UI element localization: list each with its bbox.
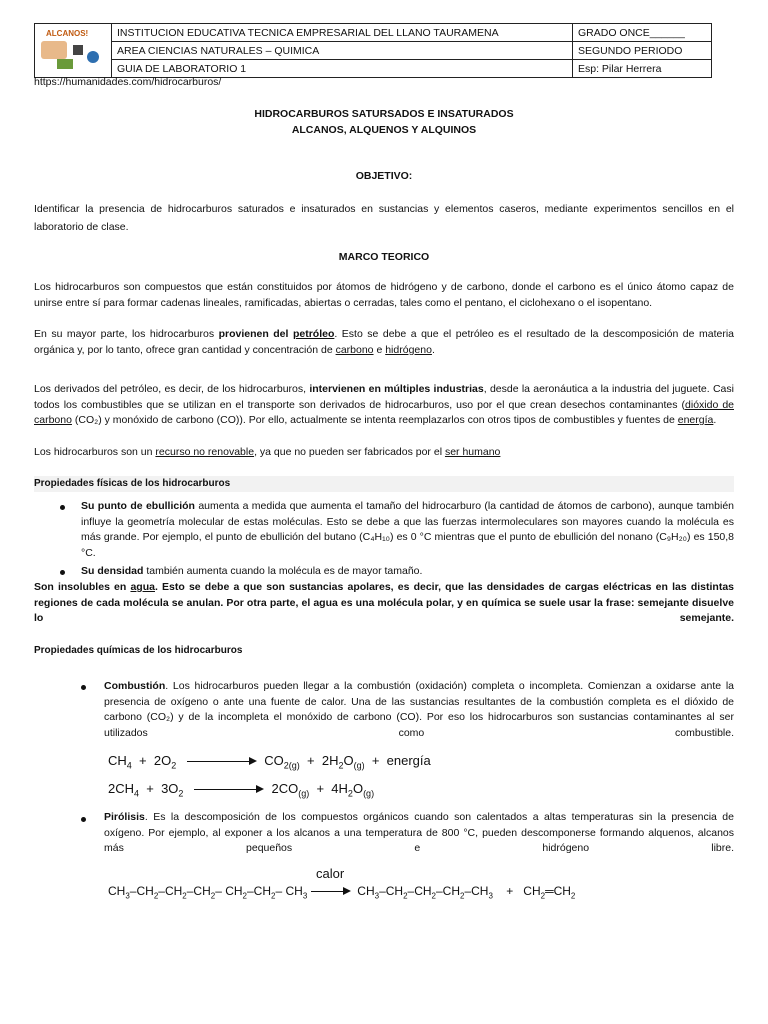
bullet-combustion: Combustión. Los hidrocarburos pueden llegar a la combustión (oxidación) completa o incompleta. Comienzan a oxidarse ante la presencia de oxígeno o ante una fuente de calor. Una de las sustancias resultantes de la combustión completa es el dióxido de carbono (CO₂) y de la incompleta el monóxido de carbono (CO). Por eso los hidrocarburos son sustancias contaminantes al ser utilizados como combustible. xyxy=(104,680,734,739)
insolubles-paragraph: Son insolubles en agua. Esto se debe a que son sustancias apolares, es decir, que las densidades de cargas eléctricas en las distintas regiones de cada molécula se anulan. Por otra parte, el agua es una molécula polar, y en química se suele usar la frase: semejante disuelve lo semejante. xyxy=(34,581,734,625)
bullet-densidad: Su densidad también aumenta cuando la molécula es de mayor tamaño. xyxy=(81,565,423,577)
bullet-dot xyxy=(81,685,86,690)
bullet-dot xyxy=(60,505,65,510)
area-cell: AREA CIENCIAS NATURALES – QUIMICA xyxy=(112,42,573,60)
link-energia[interactable]: energía xyxy=(677,414,714,427)
marco-paragraph-2: En su mayor parte, los hidrocarburos provienen del petróleo. Esto se debe a que el petróleo es el resultado de la descomposición de materia orgánica y, por lo tanto, ofrece gran cantidad y concentración de carbono e hidrógeno. xyxy=(34,328,734,356)
reaction-arrow xyxy=(194,785,264,795)
reaction-arrow xyxy=(311,887,351,897)
logo-text: ALCANOS! xyxy=(46,29,89,38)
fisicas-heading: Propiedades físicas de los hidrocarburos xyxy=(34,476,734,492)
source-url[interactable]: https://humanidades.com/hidrocarburos/ xyxy=(34,76,222,88)
marco-paragraph-3: Los derivados del petróleo, es decir, de los hidrocarburos, intervienen en múltiples industrias, desde la aeronáutica a la industria del juguete. Casi todos los combustibles que se utilizan en el transporte son derivados de hidrocarburos, uso por el que crean desechos contaminantes (dióxido de carbono (CO₂) y monóxido de carbono (CO)). Por ello, actualmente se intenta reemplazarlos con otros tipos de combustibles y fuentes de energía. xyxy=(34,383,734,427)
doc-title: HIDROCARBUROS SATURSADOS E INSATURADOS xyxy=(254,108,514,120)
combustion-equation-2: $2CH_4 + 3O_2$ $2CO_{(g)} + 4H_2O_{(g)}$ xyxy=(108,781,375,799)
marco-heading: MARCO TEORICO xyxy=(338,251,430,263)
objetivo-heading: OBJETIVO: xyxy=(355,170,413,182)
link-carbono[interactable]: carbono xyxy=(335,343,374,356)
bullet-dot xyxy=(60,570,65,575)
grade-cell: GRADO ONCE______ xyxy=(573,24,712,42)
quimicas-heading: Propiedades químicas de los hidrocarburos xyxy=(34,645,243,656)
school-logo xyxy=(35,25,111,76)
bullet-ebullicion: Su punto de ebullición aumenta a medida que aumenta el tamaño del hidrocarburo (la cantidad de átomos de carbono), aunque también influye la geometría molecular de estas moléculas. Esto se debe a que las fuerzas intermoleculares son mayores cuando la molécula es más grande. Por ejemplo, el punto de ebullición del butano (C₄H₁₀) es 0 °C mientras que el punto de ebullición del nonano (C₉H₂₀) es 150,8 °C. xyxy=(81,500,734,559)
link-ser-humano[interactable]: ser humano xyxy=(444,446,501,458)
header-table xyxy=(34,23,712,78)
marco-paragraph-1: Los hidrocarburos son compuestos que están constituidos por átomos de hidrógeno y de carbono, donde el carbono es el único átomo capaz de unirse entre sí para formar cadenas lineales, ramificadas, abiertas o cerradas, tales como el pentano, el ciclohexano o el isopentano. xyxy=(34,281,734,309)
calor-label: calor xyxy=(316,866,345,881)
bullet-dot xyxy=(81,817,86,822)
link-petroleo[interactable]: petróleo xyxy=(292,328,335,340)
doc-subtitle: ALCANOS, ALQUENOS Y ALQUINOS xyxy=(291,124,477,136)
marco-paragraph-4: Los hidrocarburos son un recurso no renovable, ya que no pueden ser fabricados por el ser humano xyxy=(34,446,501,458)
objetivo-text: Identificar la presencia de hidrocarburos saturados e insaturados en sustancias y elementos caseros, mediante experimentos sencillos en el laboratorio de clase. xyxy=(34,203,734,233)
reaction-arrow xyxy=(187,757,257,767)
link-dioxido[interactable]: dióxido de carbono xyxy=(34,398,734,427)
guide-cell: GUIA DE LABORATORIO 1 xyxy=(112,60,573,78)
institution-name: INSTITUCION EDUCATIVA TECNICA EMPRESARIAL DEL LLANO TAURAMENA xyxy=(112,24,573,42)
logo-cell xyxy=(35,24,112,78)
combustion-equation-1: $CH_4 + 2O_2$ $CO_{2(g)} + 2H_2O_{(g)}$ + energía xyxy=(108,753,431,771)
link-agua[interactable]: agua xyxy=(130,581,155,593)
link-recurso[interactable]: recurso no renovable xyxy=(155,446,255,458)
period-cell: SEGUNDO PERIODO xyxy=(573,42,712,60)
bullet-pirolisis: Pirólisis. Es la descomposición de los compuestos orgánicos cuando son calentados a altas temperaturas sin la presencia de oxígeno. Por ejemplo, al exponer a los alcanos a una temperatura de 800 °C, pueden descomponerse formando alquenos, alcanos más pequeños e hidrógeno libre. xyxy=(104,811,734,855)
teacher-cell: Esp: Pilar Herrera xyxy=(573,60,712,78)
pyrolysis-equation: $CH_3-CH_2-CH_2-CH_2-$ $CH_2-CH_2-$ $CH_3$ $CH_3-CH_2-CH_2-CH_2-CH_3$ + $CH_2═CH_2$ xyxy=(108,884,576,901)
link-hidrogeno[interactable]: hidrógeno xyxy=(385,343,432,356)
